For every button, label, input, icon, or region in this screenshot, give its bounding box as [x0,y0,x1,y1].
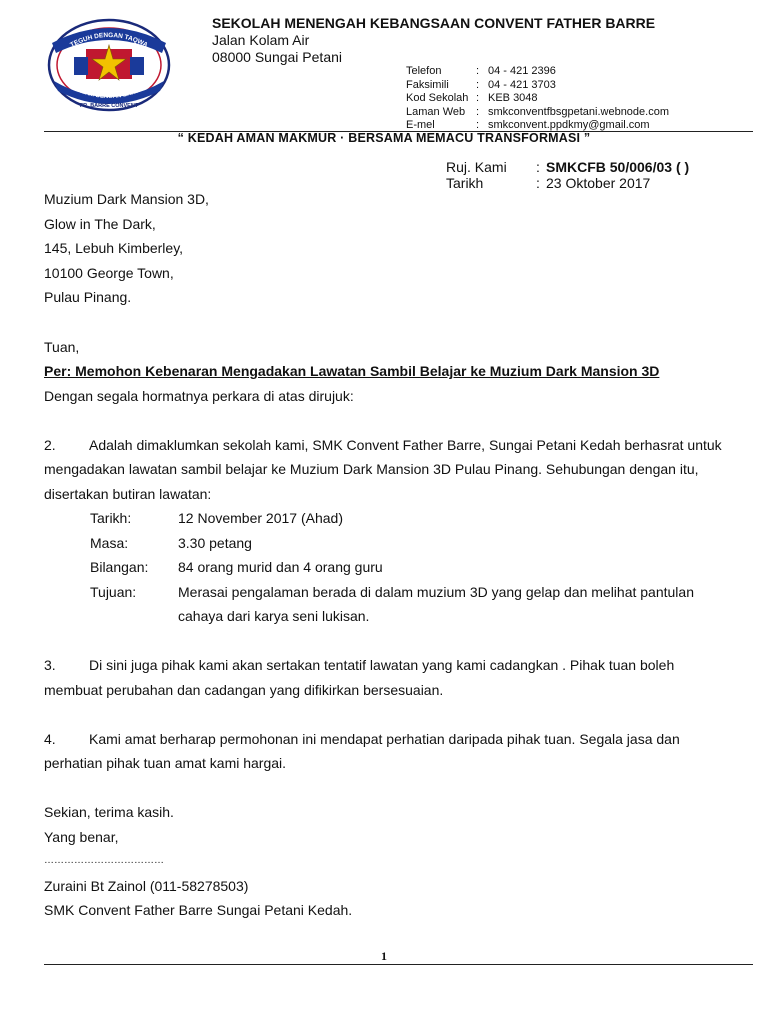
address-line-1: Jalan Kolam Air [212,32,310,48]
school-crest-logo [46,17,172,113]
detail-value: cahaya dari karya seni lukisan. [178,608,370,624]
signer-organization: SMK Convent Father Barre Sungai Petani Kedah. [44,902,353,918]
detail-label: Tujuan: [90,584,137,600]
detail-value: 12 November 2017 (Ahad) [178,510,343,526]
footer-divider [44,964,753,965]
logo-banner-bottom: ALAM DENGAN BAKTI [76,87,142,101]
detail-row [90,510,343,526]
motto: “ KEDAH AMAN MAKMUR · BERSAMA MEMACU TRANSFORMASI ” [177,131,591,145]
signer-name: Zuraini Bt Zainol (011-58278503) [44,878,249,894]
contact-row: Faksimili : 04 - 421 3703 [406,78,556,91]
paragraph-number: 4. [44,731,56,747]
paragraph-2-line-2: mengadakan lawatan sambil belajar ke Muzium Dark Mansion 3D Pulau Pinang. Sehubungan dengan itu, [44,461,699,477]
detail-label: Masa: [90,535,129,551]
tarikh-value: 23 Oktober 2017 [546,175,651,191]
subject-line: Per: Memohon Kebenaran Mengadakan Lawatan Sambil Belajar ke Muzium Dark Mansion 3D [44,363,660,379]
paragraph-text: Adalah dimaklumkan sekolah kami, SMK Convent Father Barre, Sungai Petani Kedah berhasrat untuk [89,437,722,453]
detail-row-continued [90,608,369,624]
paragraph-4-line-2: perhatian pihak tuan amat kami hargai. [44,755,287,771]
address-line-2: 08000 Sungai Petani [212,49,342,65]
detail-row [90,584,694,600]
paragraph-3-line-2: membuat perubahan dan cadangan yang difikirkan bersesuaian. [44,682,444,698]
salutation: Tuan, [44,339,80,355]
logo-banner-top: TEGUH DENGAN TAQWA [69,31,149,49]
contact-label: Laman Web [406,105,466,118]
contact-value: 04 - 421 3703 [488,78,556,91]
signature-line: ……………………………… [44,855,164,866]
contact-value: smkconvent.ppdkmy@gmail.com [488,119,650,132]
recipient-line: Glow in The Dark, [44,216,156,232]
contact-value: 04 - 421 2396 [488,65,556,77]
detail-row [90,535,252,551]
opening-line: Dengan segala hormatnya perkara di atas dirujuk: [44,388,354,404]
recipient-line: Muzium Dark Mansion 3D, [44,191,209,207]
recipient-line: Pulau Pinang. [44,289,132,305]
paragraph-number: 2. [44,437,56,453]
contact-value: KEB 3048 [488,92,538,105]
contact-row: Kod Sekolah : KEB 3048 [406,92,538,105]
contact-row: Laman Web : smkconventfbsgpetani.webnode.com [406,105,669,118]
detail-value: 84 orang murid dan 4 orang guru [178,559,383,575]
paragraph-4-line-1 [44,731,680,747]
detail-value: Merasai pengalaman berada di dalam muzium 3D yang gelap dan melihat pantulan [178,584,694,600]
detail-row [90,559,383,575]
contact-label: Telefon [406,65,442,77]
paragraph-number: 3. [44,657,56,673]
contact-label: Faksimili [406,78,449,91]
paragraph-text: Kami amat berharap permohonan ini mendapat perhatian daripada pihak tuan. Segala jasa dan [89,731,680,747]
recipient-line: 145, Lebuh Kimberley, [44,240,184,256]
tarikh-label: Tarikh [446,175,484,191]
contact-row: Telefon : 04 - 421 2396 [406,65,556,77]
contact-label: E-mel [406,119,435,132]
contact-row: E-mel : smkconvent.ppdkmy@gmail.com [406,119,650,132]
reference-row: Ruj. Kami : SMKCFB 50/006/03 ( ) [446,159,690,175]
detail-label: Tarikh: [90,510,132,526]
contact-value: smkconventfbsgpetani.webnode.com [488,105,669,118]
detail-label: Bilangan: [90,559,149,575]
closing-line: Sekian, terima kasih. [44,804,174,820]
paragraph-2-line-3: disertakan butiran lawatan: [44,486,212,502]
school-name: SEKOLAH MENENGAH KEBANGSAAN CONVENT FATHER BARRE [212,15,656,31]
paragraph-2-line-1 [44,437,722,453]
ruj-label: Ruj. Kami [446,159,507,175]
date-row: Tarikh : 23 Oktober 2017 [446,175,651,191]
contact-block [406,65,669,133]
page-number: 1 [381,949,387,963]
detail-value: 3.30 petang [178,535,252,551]
recipient-line: 10100 George Town, [44,265,174,281]
paragraph-text: Di sini juga pihak kami akan sertakan tentatif lawatan yang kami cadangkan . Pihak tuan boleh [89,657,675,673]
ruj-value: SMKCFB 50/006/03 ( ) [546,159,690,175]
paragraph-3-line-1 [44,657,674,673]
contact-label: Kod Sekolah [406,92,469,105]
logo-ribbon: FR. BARRE CONVENT [79,103,139,109]
yours-truly: Yang benar, [44,829,119,845]
